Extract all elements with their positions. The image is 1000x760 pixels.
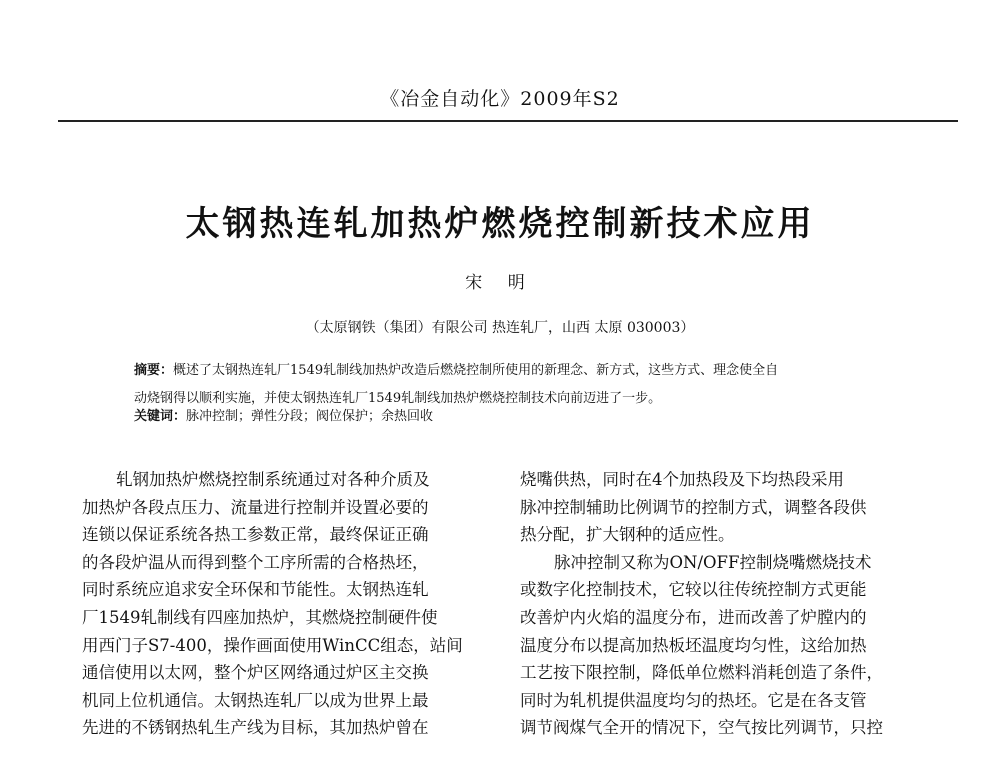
keywords-label: 关键词： [134, 409, 187, 424]
abstract-text: 概述了太钢热连轧厂1549轧制线加热炉改造后燃烧控制所使用的新理念、新方式，这些方式、理念使全自 [173, 363, 779, 378]
body-line: 通信使用以太网，整个炉区网络通过炉区主交换 [82, 663, 429, 683]
abstract-line: 动烧钢得以顺利实施，并使太钢热连轧厂1549轧制线加热炉燃烧控制技术向前迈进了一步。 [134, 390, 662, 406]
abstract-label: 摘要： [134, 363, 174, 378]
body-line: 脉冲控制又称为ON/OFF控制烧嘴燃烧技术 [554, 552, 872, 572]
body-line: 用西门子S7-400，操作画面使用WinCC组态，站间 [82, 635, 463, 655]
body-line: 烧嘴供热，同时在4个加热段及下均热段采用 [520, 470, 844, 489]
body-line: 厂1549轧制线有四座加热炉，其燃烧控制硬件使 [82, 607, 438, 627]
body-line: 或数字化控制技术，它较以往传统控制方式更能 [520, 580, 867, 600]
body-line: 调节阀煤气全开的情况下，空气按比列调节，只控 [520, 718, 883, 738]
body-column-right [520, 466, 908, 742]
body-line: 加热炉各段点压力、流量进行控制并设置必要的 [82, 497, 429, 517]
author: 宋 明 [465, 273, 535, 293]
abstract-line [134, 360, 874, 388]
affiliation: （太原钢铁（集团）有限公司 热连轧厂，山西 太原 030003） [305, 320, 695, 336]
paper-title: 太钢热连轧加热炉燃烧控制新技术应用 [185, 204, 815, 244]
body-line: 热分配，扩大钢种的适应性。 [520, 525, 735, 545]
body-column-left [82, 466, 492, 742]
keywords-text: 脉冲控制；弹性分段；阀位保护；余热回收 [186, 409, 434, 424]
body-line: 改善炉内火焰的温度分布，进而改善了炉膛内的 [520, 607, 867, 627]
body-line: 机同上位机通信。太钢热连轧厂以成为世界上最 [82, 690, 429, 710]
body-line: 工艺按下限控制，降低单位燃料消耗创造了条件， [520, 663, 883, 683]
body-line: 轧钢加热炉燃烧控制系统通过对各种介质及 [116, 470, 430, 489]
body-line: 先进的不锈钢热轧生产线为目标，其加热炉曾在 [82, 718, 429, 738]
body-line: 的各段炉温从而得到整个工序所需的合格热坯， [82, 552, 429, 572]
journal-header: 《冶金自动化》2009年S2 [380, 88, 620, 110]
keywords [134, 406, 874, 428]
body-line: 连锁以保证系统各热工参数正常，最终保证正确 [82, 525, 429, 545]
body-line: 同时系统应追求安全环保和节能性。太钢热连轧 [82, 580, 429, 600]
body-line: 同时为轧机提供温度均匀的热坯。它是在各支管 [520, 690, 867, 710]
body-line: 温度分布以提高加热板坯温度均匀性，这给加热 [520, 635, 867, 655]
body-line: 脉冲控制辅助比例调节的控制方式，调整各段供 [520, 497, 867, 517]
header-rule [58, 120, 958, 122]
